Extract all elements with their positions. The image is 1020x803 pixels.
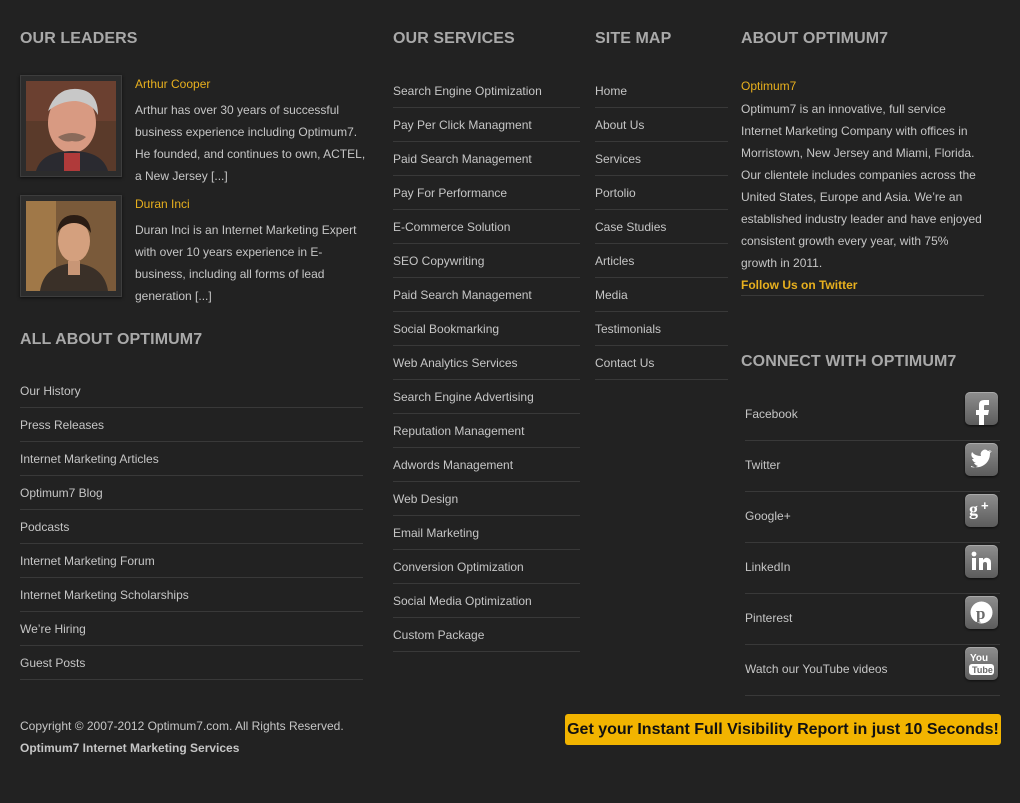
sitemap-heading: SITE MAP (595, 30, 672, 47)
social-label: LinkedIn (745, 560, 791, 574)
pinterest-icon[interactable] (965, 596, 998, 629)
service-link[interactable]: Paid Search Management (393, 142, 580, 176)
youtube-icon[interactable] (965, 647, 998, 680)
social-label: Facebook (745, 407, 798, 421)
social-list (745, 390, 1000, 696)
service-link[interactable]: Custom Package (393, 618, 580, 652)
all-about-link[interactable]: Internet Marketing Forum (20, 544, 363, 578)
google-plus-icon[interactable] (965, 494, 998, 527)
service-link[interactable]: Adwords Management (393, 448, 580, 482)
service-link[interactable]: Search Engine Advertising (393, 380, 580, 414)
service-link[interactable]: E-Commerce Solution (393, 210, 580, 244)
svg-text:p: p (976, 604, 986, 623)
visibility-report-button[interactable]: Get your Instant Full Visibility Report in just 10 Seconds! (565, 714, 1001, 745)
service-link[interactable]: Reputation Management (393, 414, 580, 448)
social-label: Watch our YouTube videos (745, 662, 888, 676)
svg-text:Tube: Tube (972, 665, 993, 675)
about-company-name: Optimum7 (741, 79, 797, 93)
social-link-youtube[interactable] (745, 645, 1000, 696)
leaders-heading: OUR LEADERS (20, 30, 138, 47)
linkedin-icon[interactable] (965, 545, 998, 578)
twitter-follow-row (741, 276, 984, 296)
sitemap-link[interactable]: Services (595, 142, 728, 176)
leader-bio: Arthur has over 30 years of successful business experience including Optimum7. He founded, and continues to own, ACTEL, a New Jersey [...] (135, 103, 366, 183)
services-heading: OUR SERVICES (393, 30, 515, 47)
social-link-google-plus[interactable] (745, 492, 1000, 543)
sitemap-link[interactable]: Case Studies (595, 210, 728, 244)
service-link[interactable]: Paid Search Management (393, 278, 580, 312)
service-link[interactable]: Conversion Optimization (393, 550, 580, 584)
twitter-icon[interactable] (965, 443, 998, 476)
about-heading: ABOUT OPTIMUM7 (741, 30, 889, 47)
leader-card (20, 75, 365, 185)
service-link[interactable]: Social Bookmarking (393, 312, 580, 346)
svg-text:You: You (970, 653, 989, 664)
all-about-link[interactable]: Internet Marketing Articles (20, 442, 363, 476)
service-link[interactable]: Social Media Optimization (393, 584, 580, 618)
social-link-pinterest[interactable] (745, 594, 1000, 645)
service-link[interactable]: Pay For Performance (393, 176, 580, 210)
all-about-link[interactable]: Press Releases (20, 408, 363, 442)
service-link[interactable]: Pay Per Click Managment (393, 108, 580, 142)
service-link[interactable]: Web Design (393, 482, 580, 516)
sitemap-link[interactable]: About Us (595, 108, 728, 142)
all-about-link[interactable]: Internet Marketing Scholarships (20, 578, 363, 612)
all-about-list (20, 374, 363, 680)
facebook-icon[interactable] (965, 392, 998, 425)
svg-text:+: + (981, 498, 989, 513)
all-about-heading: ALL ABOUT OPTIMUM7 (20, 331, 203, 348)
about-text: Optimum7 is an innovative, full service Internet Marketing Company with offices in Morristown, New Jersey and Miami, Florida. Our clientele includes companies across the United States, Europe and Asia. We’re an established industry leader and have enjoyed consistent growth every year, with 75% growth in 2011. (741, 102, 982, 270)
sitemap-list (595, 74, 728, 380)
sitemap-link[interactable]: Home (595, 74, 728, 108)
leader-photo[interactable] (26, 81, 116, 171)
leader-card (20, 195, 365, 305)
social-label: Pinterest (745, 611, 793, 625)
sitemap-link[interactable]: Media (595, 278, 728, 312)
leader-photo-frame (20, 195, 122, 297)
sitemap-link[interactable]: Contact Us (595, 346, 728, 380)
leader-name[interactable]: Duran Inci (135, 197, 190, 211)
service-link[interactable]: Search Engine Optimization (393, 74, 580, 108)
sitemap-link[interactable]: Portolio (595, 176, 728, 210)
leader-photo[interactable] (26, 201, 116, 291)
services-list (393, 74, 580, 652)
social-link-twitter[interactable] (745, 441, 1000, 492)
social-label: Google+ (745, 509, 791, 523)
service-link[interactable]: Web Analytics Services (393, 346, 580, 380)
copyright-text: Copyright © 2007-2012 Optimum7.com. All Rights Reserved. (20, 719, 344, 733)
all-about-link[interactable]: Podcasts (20, 510, 363, 544)
all-about-link[interactable]: We’re Hiring (20, 612, 363, 646)
copyright-block (20, 715, 344, 759)
sitemap-link[interactable]: Articles (595, 244, 728, 278)
sitemap-link[interactable]: Testimonials (595, 312, 728, 346)
leader-name[interactable]: Arthur Cooper (135, 77, 211, 91)
leader-bio: Duran Inci is an Internet Marketing Expert with over 10 years experience in E-business, including all forms of lead generation [...] (135, 223, 357, 303)
all-about-link[interactable]: Optimum7 Blog (20, 476, 363, 510)
company-name: Optimum7 Internet Marketing Services (20, 741, 240, 755)
service-link[interactable]: SEO Copywriting (393, 244, 580, 278)
connect-heading: CONNECT WITH OPTIMUM7 (741, 353, 957, 370)
leader-photo-frame (20, 75, 122, 177)
all-about-link[interactable]: Guest Posts (20, 646, 363, 680)
follow-twitter-link[interactable]: Follow Us on Twitter (741, 278, 858, 292)
all-about-link[interactable]: Our History (20, 374, 363, 408)
social-label: Twitter (745, 458, 781, 472)
social-link-linkedin[interactable] (745, 543, 1000, 594)
service-link[interactable]: Email Marketing (393, 516, 580, 550)
social-link-facebook[interactable] (745, 390, 1000, 441)
svg-text:g: g (969, 499, 978, 519)
